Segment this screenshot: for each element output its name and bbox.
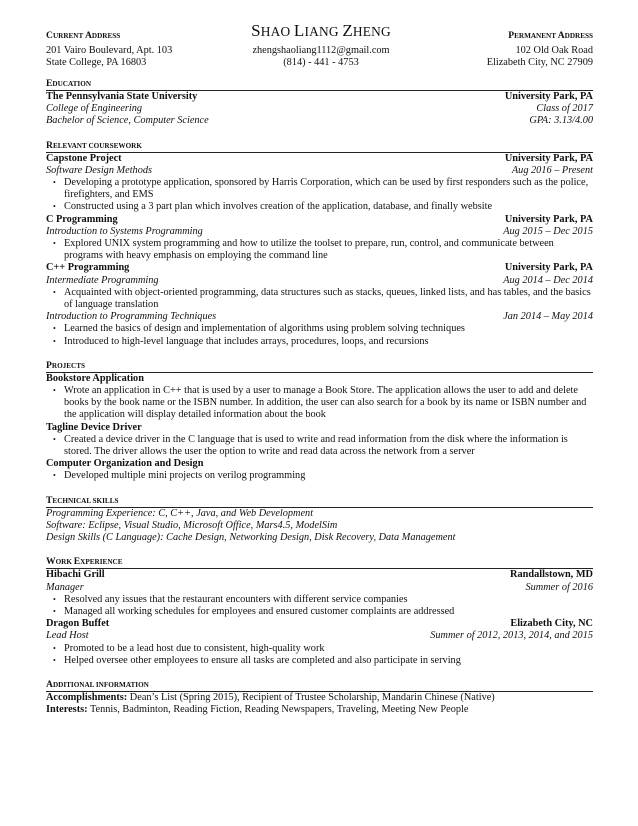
gpa: GPA: 3.13/4.00: [529, 115, 593, 127]
c-programming-course: Introduction to Systems Programming: [46, 225, 203, 237]
c-programming-location: University Park, PA: [504, 213, 593, 225]
list-item: • Resolved any issues that the restaurant encounters with different service companies: [64, 594, 593, 606]
tagline-bullets: [46, 434, 593, 458]
tagline-name: Tagline Device Driver: [46, 421, 142, 433]
accomplishments-text: Dean’s List (Spring 2015), Recipient of Trustee Scholarship, Mandarin Chinese (Native): [127, 691, 495, 703]
capstone-course-row: [46, 165, 593, 177]
skills-title: TECHNICAL SKILLS: [46, 495, 593, 508]
dragon-location: Elizabeth City, NC: [510, 618, 593, 630]
cpp-programming-location: University Park, PA: [504, 262, 593, 274]
accomplishments-label: Accomplishments:: [46, 691, 128, 703]
org-name: Computer Organization and Design: [46, 458, 204, 470]
capstone-row: [46, 153, 593, 165]
current-address-line1: 201 Vairo Boulevard, Apt. 103: [46, 45, 173, 57]
degree: Bachelor of Science, Computer Science: [46, 115, 209, 127]
capstone-name: Capstone Project: [46, 152, 122, 164]
accomplishments-line: [46, 692, 593, 704]
coursework-title: RELEVANT COURSEWORK: [46, 140, 593, 153]
hibachi-role: Manager: [46, 581, 84, 593]
dragon-name: Dragon Buffet: [46, 618, 110, 630]
hibachi-bullets: [46, 594, 593, 618]
list-item: • Promoted to be a lead host due to consistent, high-quality work: [64, 643, 593, 655]
cpp-programming-bullets: [46, 287, 593, 311]
projects-title: PROJECTS: [46, 360, 593, 373]
intro-programming-dates: Jan 2014 – May 2014: [503, 311, 593, 323]
permanent-address-line2: Elizabeth City, NC 27909: [486, 57, 593, 69]
list-item: • Explored UNIX system programming and how to utilize the toolset to prepare, run, control, and communicate between programs with heavy emphasis on employing the command line: [64, 238, 593, 262]
email-address: zhengshaoliang1112@gmail.com: [252, 45, 390, 56]
c-programming-row: [46, 214, 593, 226]
list-item: • Helped oversee other employees to ensure all tasks are completed and also participate in serving: [64, 655, 593, 667]
permanent-address-label: PERMANENT ADDRESS: [508, 30, 593, 41]
cpp-programming-course-row: [46, 275, 593, 287]
additional-section: [46, 679, 593, 716]
capstone-dates: Aug 2016 – Present: [511, 164, 593, 176]
current-address-label: CURRENT ADDRESS: [46, 30, 121, 41]
projects-section: [46, 360, 593, 483]
school-location: University Park, PA: [504, 91, 593, 102]
skills-programming: Programming Experience: C, C++, Java, and Web Development: [46, 507, 314, 519]
resume-page: [46, 20, 593, 716]
capstone-course: Software Design Methods: [46, 164, 153, 176]
list-item: • Managed all working schedules for employees and ensured customer complaints are addressed: [64, 606, 593, 618]
list-item: • Introduced to high-level language that includes arrays, procedures, loops, and recursions: [64, 336, 593, 348]
class-year: Class of 2017: [536, 103, 593, 115]
capstone-bullets: [46, 177, 593, 214]
interests-line: [46, 704, 593, 716]
list-item: • Wrote an application in C++ that is used by a user to manage a Book Store. The application allows the user to add and delete books by the book name or the ISBN number. In addition, the user can also search for a book by its name or ISBN number and the application will display detailed information about the book: [64, 385, 593, 422]
skills-software: Software: Eclipse, Visual Studio, Microsoft Office, Mars4.5, ModelSim: [46, 519, 338, 531]
list-item: • Acquainted with object-oriented programming, data structures such as stacks, queues, linked lists, and has tables, and the basics of language translation: [64, 287, 593, 311]
list-item: • Constructed using a 3 part plan which involves creation of the application, database, and finally website: [64, 201, 593, 213]
hibachi-row: [46, 569, 593, 581]
education-school-row: [46, 91, 593, 103]
c-programming-course-row: [46, 226, 593, 238]
dragon-role-row: [46, 630, 593, 642]
current-address-line2: State College, PA 16803: [46, 57, 147, 69]
cpp-programming-name: C++ Programming: [46, 262, 130, 274]
school-name: The Pennsylvania State University: [46, 91, 198, 102]
work-section: [46, 556, 593, 667]
c-programming-dates: Aug 2015 – Dec 2015: [503, 225, 593, 237]
hibachi-name: Hibachi Grill: [46, 569, 105, 581]
additional-title: ADDITIONAL INFORMATION: [46, 679, 593, 692]
c-programming-bullets: [46, 238, 593, 262]
phone-number: (814) - 441 - 4753: [283, 57, 359, 69]
intro-programming-course-row: [46, 311, 593, 323]
capstone-location: University Park, PA: [504, 152, 593, 164]
education-degree-row: [46, 115, 593, 127]
list-item: • Learned the basics of design and implementation of algorithms using problem solving techniques: [64, 323, 593, 335]
education-college-row: [46, 103, 593, 115]
c-programming-name: C Programming: [46, 213, 118, 225]
work-title: WORK EXPERIENCE: [46, 556, 593, 569]
permanent-address-line1: 102 Old Oak Road: [515, 45, 593, 57]
list-item: • Created a device driver in the C language that is used to write and read information from the disk where the information is stored. The driver allows the user the option to write and read data across the network from a server: [64, 434, 593, 458]
skills-section: [46, 495, 593, 545]
hibachi-location: Randallstown, MD: [510, 569, 593, 581]
dragon-dates: Summer of 2012, 2013, 2014, and 2015: [430, 630, 593, 642]
list-item: • Developing a prototype application, sponsored by Harris Corporation, which can be used by first responders such as the police, firefighters, and EMS: [64, 177, 593, 201]
skills-design: Design Skills (C Language): Cache Design, Networking Design, Disk Recovery, Data Management: [46, 532, 456, 544]
college-name: College of Engineering: [46, 103, 143, 115]
hibachi-role-row: [46, 582, 593, 594]
candidate-name: SHAO LIANG ZHENG: [251, 21, 391, 40]
dragon-row: [46, 618, 593, 630]
dragon-bullets: [46, 643, 593, 667]
education-title: EDUCATION: [46, 78, 593, 91]
interests-label: Interests:: [46, 704, 88, 716]
org-bullets: [46, 470, 593, 482]
permanent-address: [393, 30, 593, 70]
coursework-section: [46, 140, 593, 348]
resume-header: [46, 20, 593, 70]
intro-programming-bullets: [46, 323, 593, 347]
dragon-role: Lead Host: [46, 630, 89, 642]
list-item: • Developed multiple mini projects on verilog programming: [64, 470, 593, 482]
intro-programming-course: Introduction to Programming Techniques: [46, 311, 217, 323]
hibachi-dates: Summer of 2016: [525, 581, 593, 593]
bookstore-bullets: [46, 385, 593, 422]
education-section: [46, 78, 593, 128]
cpp-programming-dates: Aug 2014 – Dec 2014: [503, 274, 593, 286]
interests-text: Tennis, Badminton, Reading Fiction, Reading Newspapers, Traveling, Meeting New People: [87, 704, 469, 716]
cpp-programming-course: Intermediate Programming: [46, 274, 159, 286]
cpp-programming-row: [46, 262, 593, 274]
bookstore-name: Bookstore Application: [46, 372, 144, 384]
